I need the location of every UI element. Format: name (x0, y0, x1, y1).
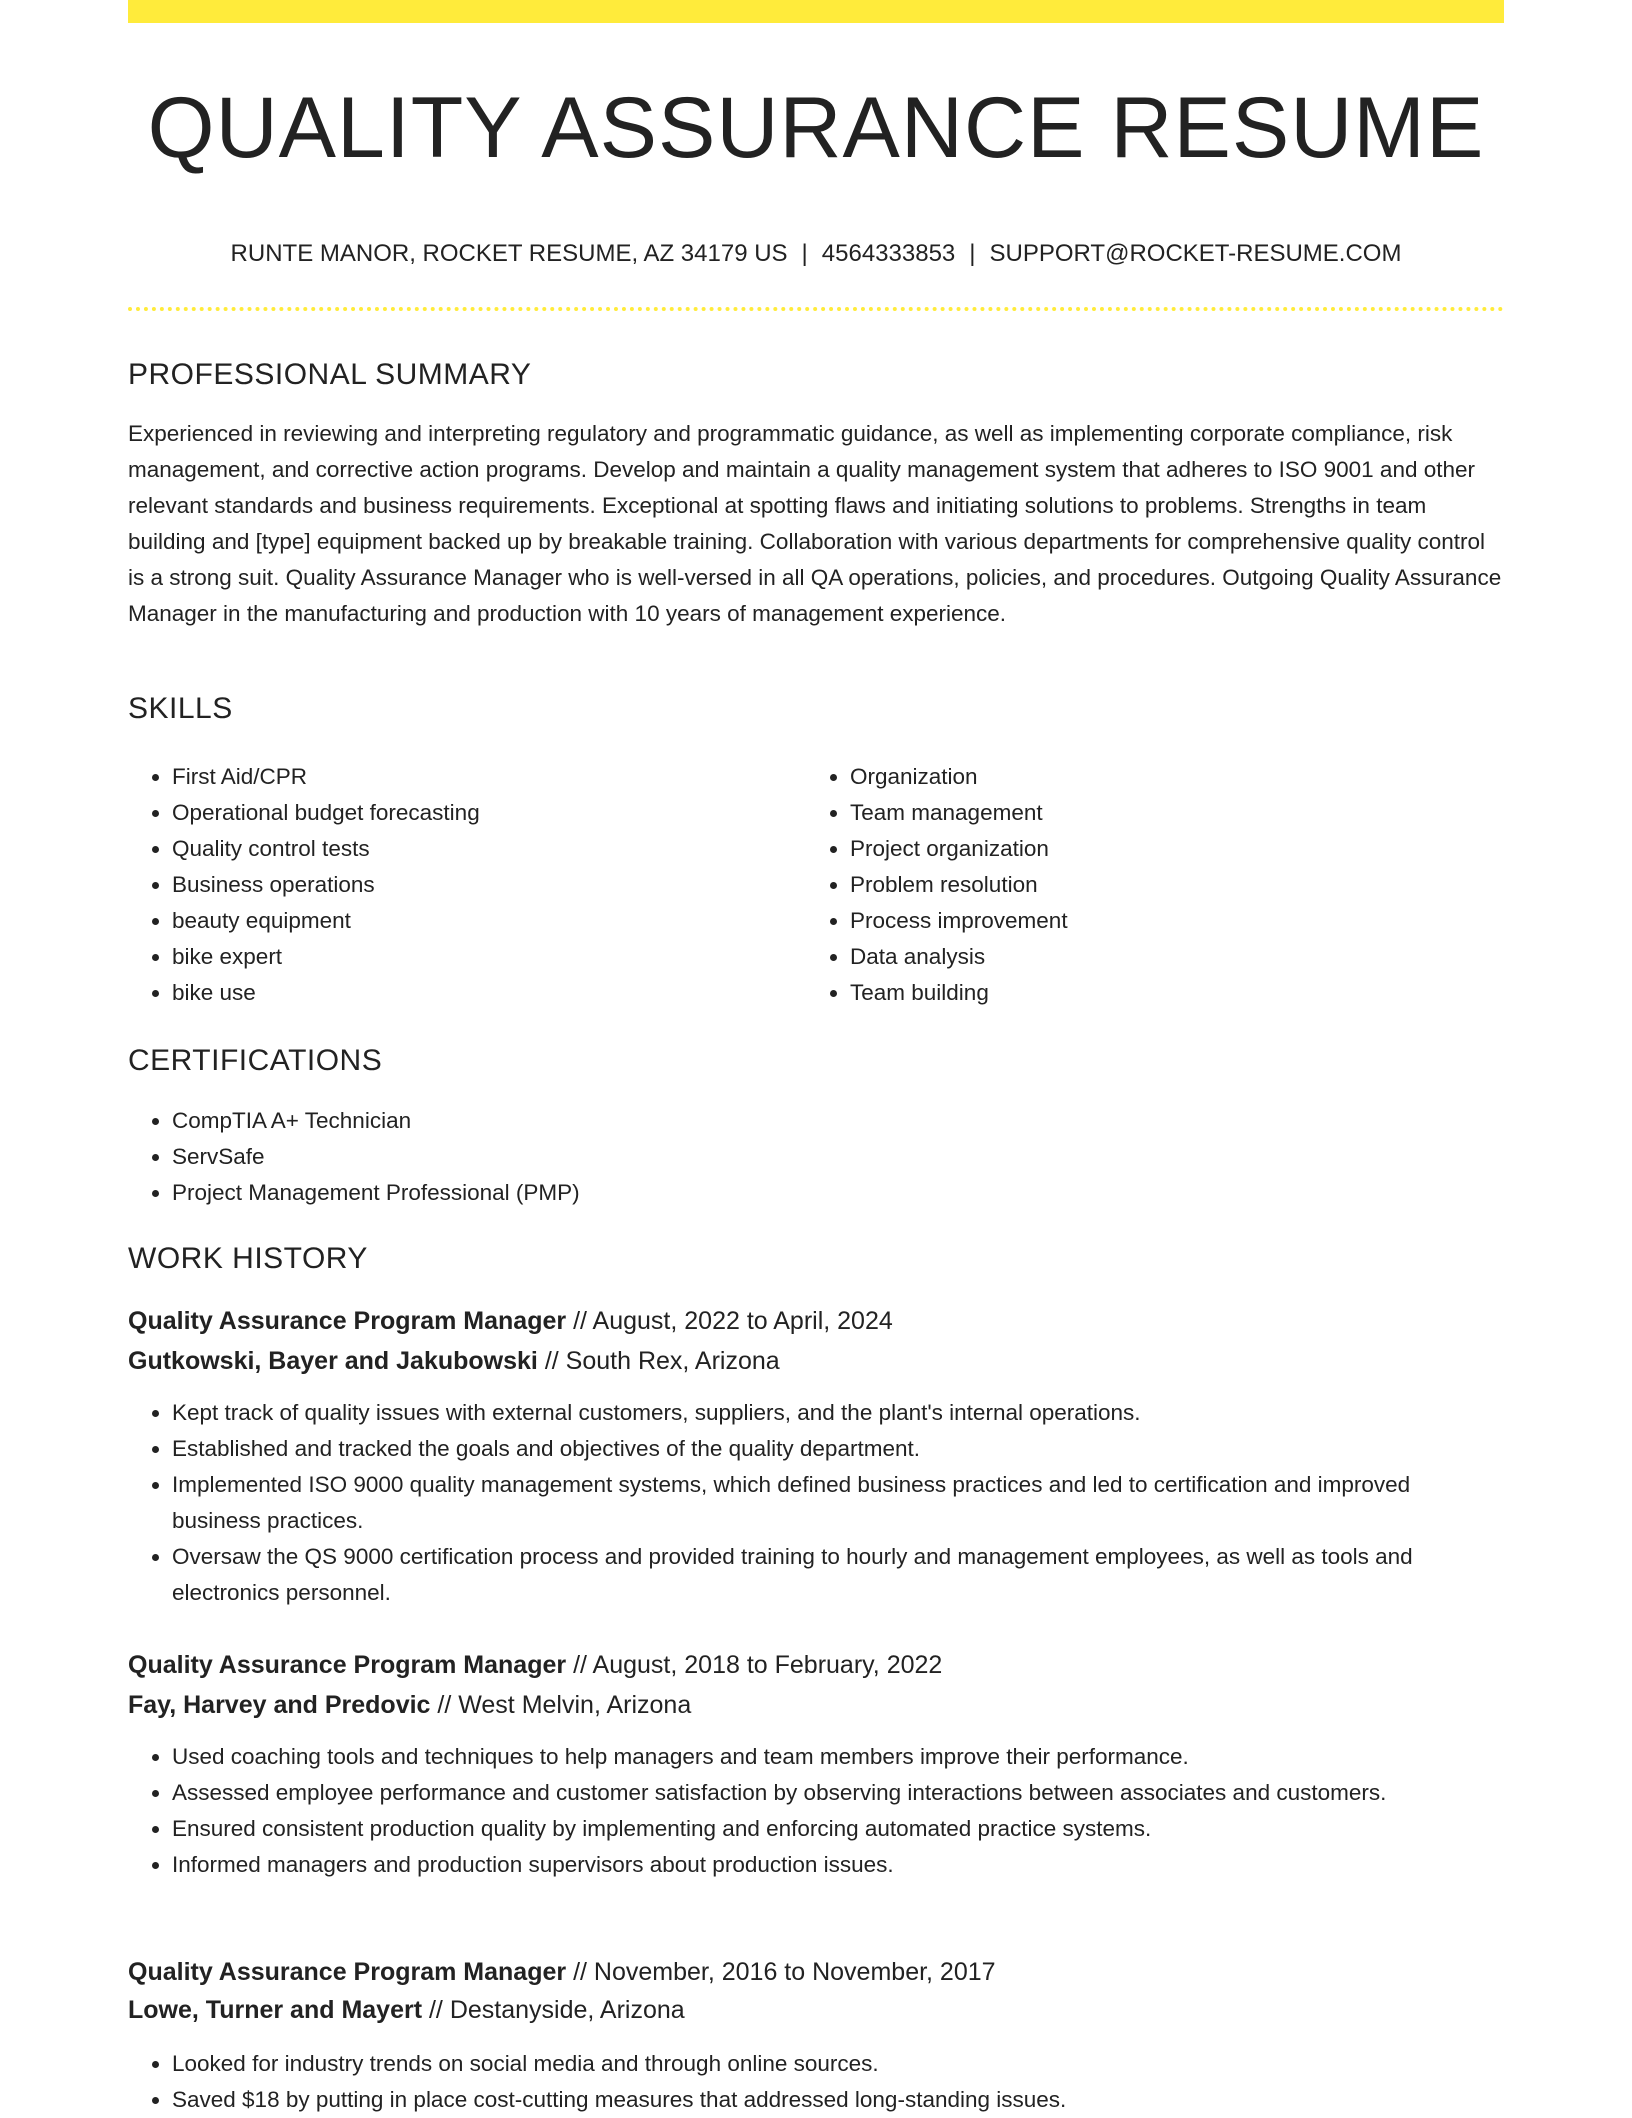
skill-item: • bike expert (172, 939, 772, 975)
certifications-list (128, 1103, 1504, 1211)
skill-item: • Organization (850, 759, 1450, 795)
job-company: Gutkowski, Bayer and Jakubowski (128, 1347, 538, 1375)
job-bullet: • Saved $18 by putting in place cost-cutting measures that addressed long-standing issues. (172, 2082, 1504, 2118)
certification-item: • ServSafe (172, 1139, 1504, 1175)
skill-item: • Team management (850, 795, 1450, 831)
job-company-line (128, 1990, 685, 2030)
job-bullet: • Ensured consistent production quality by implementing and enforcing automated practice systems. (172, 1811, 1504, 1847)
contact-line (128, 236, 1504, 272)
job-company-line (128, 1341, 780, 1381)
certifications-heading: CERTIFICATIONS (128, 1044, 383, 1077)
job-title-line (128, 1301, 893, 1341)
job-title: Quality Assurance Program Manager (128, 1307, 567, 1335)
skill-item: • Business operations (172, 867, 772, 903)
job-bullet: • Used coaching tools and techniques to help managers and team members improve their performance. (172, 1739, 1504, 1775)
job-dates: // August, 2018 to February, 2022 (573, 1651, 943, 1679)
job-bullets (128, 1395, 1504, 1611)
skill-item: • First Aid/CPR (172, 759, 772, 795)
certification-item: • CompTIA A+ Technician (172, 1103, 1504, 1139)
summary-text: Experienced in reviewing and interpreting regulatory and programmatic guidance, as well as implementing corporate compliance, risk management, and corrective action programs. Develop and maintain a quality management system that adheres to ISO 9001 and other relevant standards and business requirements. Exceptional at spotting flaws and initiating solutions to problems. Strengths in team building and [type] equipment backed up by breakable training. Collaboration with various departments for comprehensive quality control is a strong suit. Quality Assurance Manager who is well-versed in all QA operations, policies, and procedures. Outgoing Quality Assurance Manager in the manufacturing and production with 10 years of management experience. (128, 421, 1502, 626)
job-bullet: • Assessed employee performance and customer satisfaction by observing interactions between associates and customers. (172, 1775, 1504, 1811)
job-bullet: • Oversaw the QS 9000 certification process and provided training to hourly and management employees, as well as tools and electronics personnel. (172, 1539, 1504, 1611)
job-bullets (128, 2046, 1504, 2118)
job-company: Fay, Harvey and Predovic (128, 1691, 431, 1719)
skill-item: • bike use (172, 975, 772, 1011)
job-dates: // August, 2022 to April, 2024 (573, 1307, 893, 1335)
skills-list-right (806, 759, 1450, 1011)
resume-title: QUALITY ASSURANCE RESUME (147, 80, 1485, 176)
job-location: // South Rex, Arizona (544, 1347, 780, 1375)
skills-list-left (128, 759, 772, 1011)
top-accent-bar (128, 0, 1504, 23)
job-dates: // November, 2016 to November, 2017 (573, 1958, 996, 1986)
skill-item: • Problem resolution (850, 867, 1450, 903)
job-title-line (128, 1645, 942, 1685)
skills-heading: SKILLS (128, 692, 233, 725)
contact-separator: | (801, 240, 808, 267)
contact-address: RUNTE MANOR, ROCKET RESUME, AZ 34179 US (230, 240, 788, 267)
job-title: Quality Assurance Program Manager (128, 1651, 567, 1679)
work-history-heading: WORK HISTORY (128, 1242, 368, 1275)
skill-item: • beauty equipment (172, 903, 772, 939)
skill-item: • Team building (850, 975, 1450, 1011)
job-title-line (128, 1952, 996, 1992)
job-bullet: • Informed managers and production supervisors about production issues. (172, 1847, 1504, 1883)
skill-item: • Data analysis (850, 939, 1450, 975)
contact-separator: | (969, 240, 976, 267)
certification-item: • Project Management Professional (PMP) (172, 1175, 1504, 1211)
dotted-divider (128, 307, 1504, 311)
job-location: // Destanyside, Arizona (428, 1996, 685, 2024)
skill-item: • Process improvement (850, 903, 1450, 939)
job-company-line (128, 1685, 691, 1725)
job-bullet: • Looked for industry trends on social media and through online sources. (172, 2046, 1504, 2082)
job-bullets (128, 1739, 1504, 1883)
summary-heading: PROFESSIONAL SUMMARY (128, 358, 532, 391)
skill-item: • Operational budget forecasting (172, 795, 772, 831)
job-bullet: • Kept track of quality issues with external customers, suppliers, and the plant's internal operations. (172, 1395, 1504, 1431)
job-bullet: • Implemented ISO 9000 quality management systems, which defined business practices and led to certification and improved business practices. (172, 1467, 1504, 1539)
job-bullet: • Established and tracked the goals and objectives of the quality department. (172, 1431, 1504, 1467)
skill-item: • Quality control tests (172, 831, 772, 867)
job-location: // West Melvin, Arizona (437, 1691, 692, 1719)
job-title: Quality Assurance Program Manager (128, 1958, 567, 1986)
contact-email: SUPPORT@ROCKET-RESUME.COM (989, 240, 1402, 267)
skill-item: • Project organization (850, 831, 1450, 867)
contact-phone: 4564333853 (821, 240, 956, 267)
job-company: Lowe, Turner and Mayert (128, 1996, 423, 2024)
